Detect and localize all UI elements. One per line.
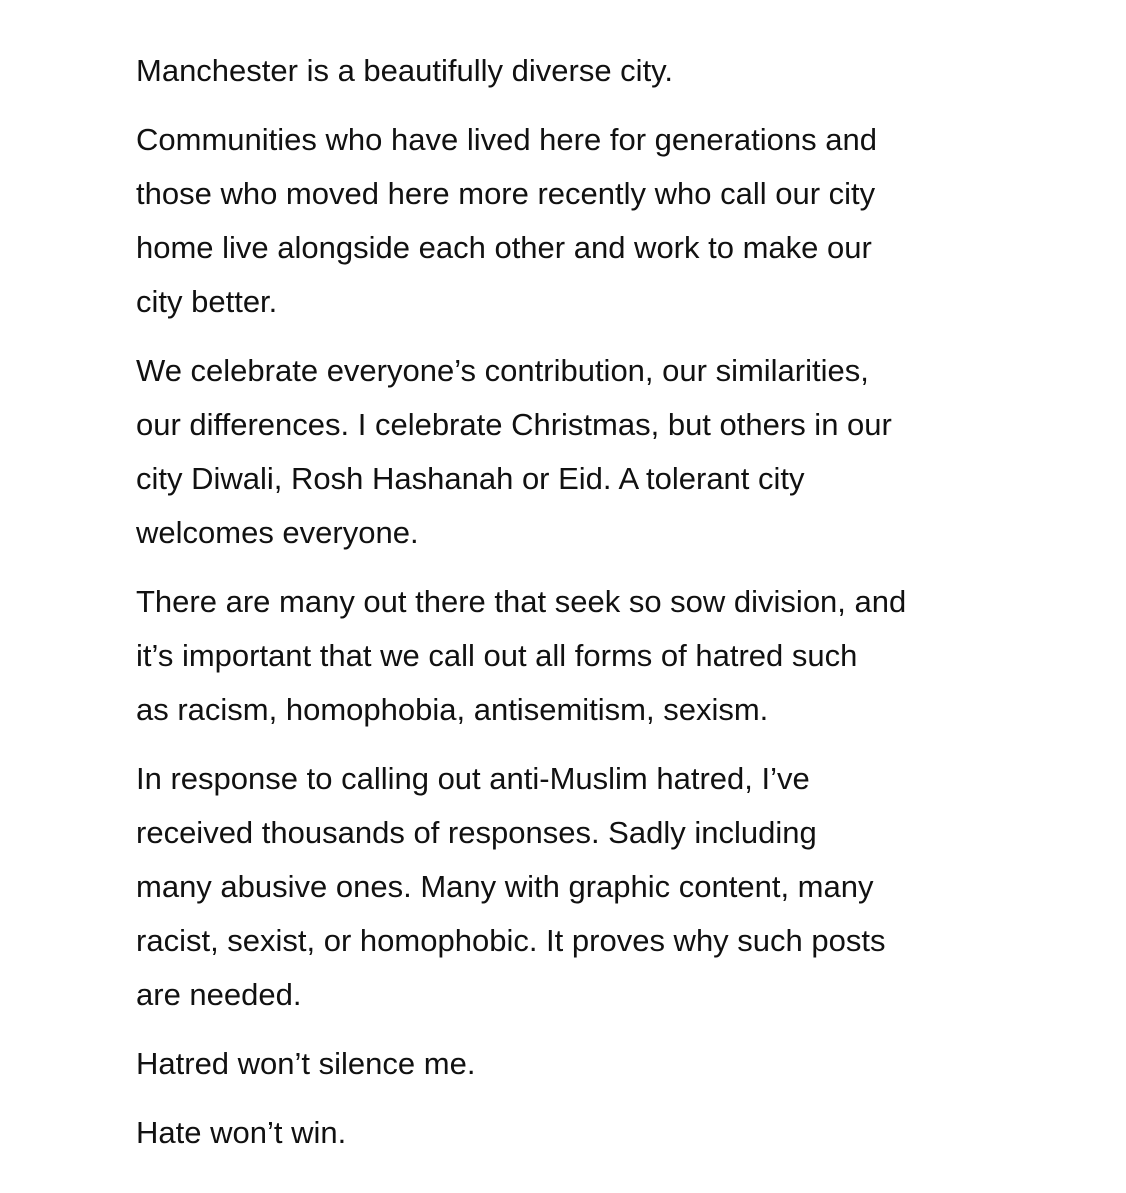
text-line: Hatred won’t silence me. <box>136 1046 476 1081</box>
text-line: Hate won’t win. <box>136 1115 347 1150</box>
text-line: welcomes everyone. <box>136 515 419 550</box>
text-line: received thousands of responses. Sadly including <box>136 815 817 850</box>
text-line: our differences. I celebrate Christmas, but others in our <box>136 407 892 442</box>
text-line: racist, sexist, or homophobic. It proves why such posts <box>136 923 886 958</box>
text-line: as racism, homophobia, antisemitism, sexism. <box>136 692 769 727</box>
text-line: We celebrate everyone’s contribution, our similarities, <box>136 353 869 388</box>
paragraph-response <box>136 752 1056 1022</box>
paragraph-communities <box>136 113 1056 329</box>
paragraph-division <box>136 575 1056 737</box>
text-line: are needed. <box>136 977 302 1012</box>
paragraph-silence <box>136 1037 1056 1091</box>
text-line: There are many out there that seek so sow division, and <box>136 584 907 619</box>
text-line: it’s important that we call out all forms of hatred such <box>136 638 858 673</box>
paragraph-closing <box>136 1106 1056 1160</box>
text-line: many abusive ones. Many with graphic content, many <box>136 869 874 904</box>
paragraph-celebrate <box>136 344 1056 560</box>
text-line: In response to calling out anti-Muslim hatred, I’ve <box>136 761 810 796</box>
paragraph-intro <box>136 44 1056 98</box>
text-line: Manchester is a beautifully diverse city. <box>136 53 673 88</box>
text-line: those who moved here more recently who call our city <box>136 176 876 211</box>
document-body <box>136 44 1056 1175</box>
text-line: city better. <box>136 284 278 319</box>
text-line: Communities who have lived here for generations and <box>136 122 877 157</box>
text-line: home live alongside each other and work to make our <box>136 230 872 265</box>
text-line: city Diwali, Rosh Hashanah or Eid. A tolerant city <box>136 461 805 496</box>
